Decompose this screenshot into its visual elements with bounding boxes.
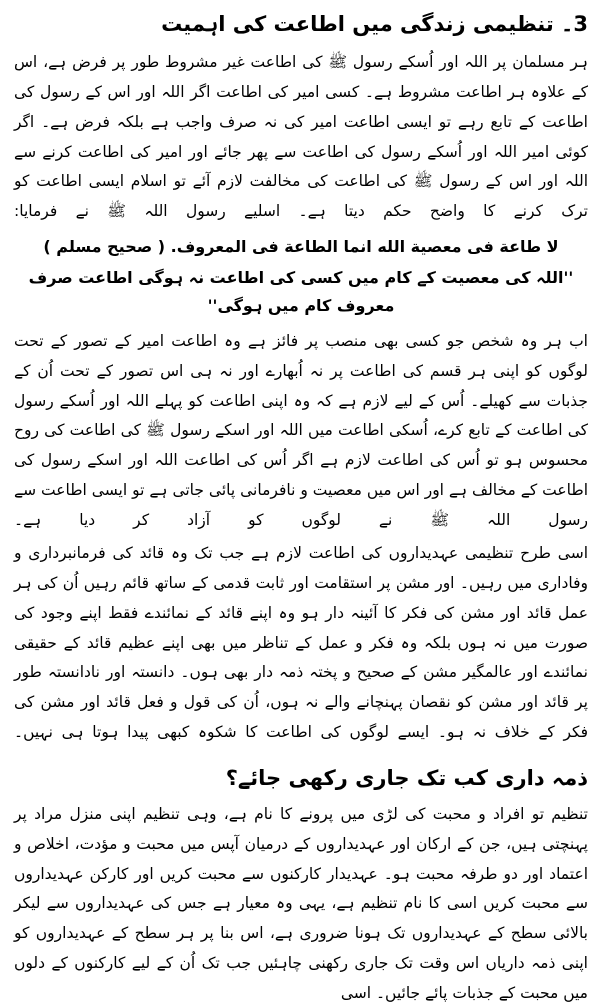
body-paragraph-2: اب ہر وہ شخص جو کسی بھی منصب پر فائز ہے وہ اطاعت امیر کے تصور کے تحت لوگوں کو اپنی ہر قسم کی اطاعت پر نہ اُبھارے اور نہ ہی اس تصور کے تحت اُن کے جذبات سے کھیلے۔ اُس کے لیے لازم ہے کہ وہ اپنی اطاعت کو پہلے اللہ اور اُسکے رسول کی اطاعت کے تابع کرے، اُسکی اطاعت میں اللہ اور اسکے رسول ﷺ کی اطاعت کی روح محسوس ہو تو اُس کی اطاعت لازم ہے اگر اُس کی اطاعت اللہ اور اسکے رسول کی اطاعت کے مخالف ہے اور اس میں معصیت و نافرمانی پائی جاتی ہے تو ایسی اطاعت سے رسول اللہ ﷺ نے لوگوں کو آزاد کر دیا ہے۔ xyxy=(14,332,588,529)
section-heading-responsibility: ذمہ داری کب تک جاری رکھی جائے؟ xyxy=(225,765,588,790)
body-paragraph-1: ہر مسلمان پر اللہ اور اُسکے رسول ﷺ کی اطاعت غیر مشروط طور پر فرض ہے، اس کے علاوہ ہر اطاعت مشروط ہے۔ کسی امیر کی اطاعت اگر اللہ اور اس کے رسول کی اطاعت کے تابع رہے تو ایسی اطاعت امیر کی نہ صرف واجب ہے بلکہ فرض ہے۔ اگر کوئی امیر اللہ اور اُسکے رسول کی اطاعت سے پھر جائے اور امیر کی اطاعت کرنے سے اللہ اور اس کے رسول ﷺ کی اطاعت کی مخالفت لازم آئے تو اسلام ایسی اطاعت کو ترک کرنے کا واضح حکم دیتا ہے۔ اسلیے رسول اللہ ﷺ نے فرمایا: xyxy=(14,53,588,221)
hadith-urdu-translation: ''اللہ کی معصیت کے کام میں کسی کی اطاعت نہ ہوگی اطاعت صرف معروف کام میں ہوگی'' xyxy=(28,267,574,316)
body-paragraph-4: تنظیم تو افراد و محبت کی لڑی میں پرونے کا نام ہے، وہی تنظیم اپنی منزل مراد پر پہنچتی ہیں، جن کے ارکان اور عہدیداروں کے درمیان آپس میں محبت و مؤدت، اخلاص و اعتماد اور دو طرفہ محبت ہو۔ عہدیدار کارکنوں سے محبت کریں اور کارکن عہدیداروں سے محبت کریں اسی کا نام تنظیم ہے، یہی وہ معیار ہے جس کی عہدیداروں سے لیکر بالائی سطح کے عہدیداروں تک ہونا ضروری ہے، اس بنا پر ہر سطح کے عہدیداروں کو اپنی ذمہ داریاں اس وقت تک جاری رکھنی چاہئیں جب تک اُن کے لیے کارکنوں کے دلوں میں محبت کے جذبات پائے جائیں۔ اسی xyxy=(14,805,588,1002)
page-title: 3۔ تنظیمی زندگی میں اطاعت کی اہمیت xyxy=(161,12,588,36)
body-paragraph-3: اسی طرح تنظیمی عہدیداروں کی اطاعت لازم ہے جب تک وہ قائد کی فرمانبرداری و وفاداری میں رہیں۔ اور مشن پر استقامت اور ثابت قدمی کے ساتھ قائم رہیں اُن کی ہر عمل قائد اور مشن کی فکر کا آئینہ دار ہو وہ اپنے قائد کے نمائندے فقط اپنے وجود کی صورت میں نہ ہوں بلکہ وہ فکر و عمل کے تناظر میں بھی اپنے عظیم قائد کے حقیقی نمائندے اور عالمگیر مشن کے صحیح و پختہ ذمہ دار بھی ہوں۔ دانستہ اور نادانستہ طور پر قائد اور مشن کو نقصان پہنچانے والے نہ ہوں، اُن کی قول و فعل قائد اور مشن کی فکر کے خلاف نہ ہو۔ ایسے لوگوں کی اطاعت کا شکوہ کبھی پیدا ہوتا ہی نہیں۔ xyxy=(14,544,588,741)
hadith-arabic-text: لا طاعة فی معصیة الله انما الطاعة فی المعروف. ( صحیح مسلم ) xyxy=(43,236,559,256)
